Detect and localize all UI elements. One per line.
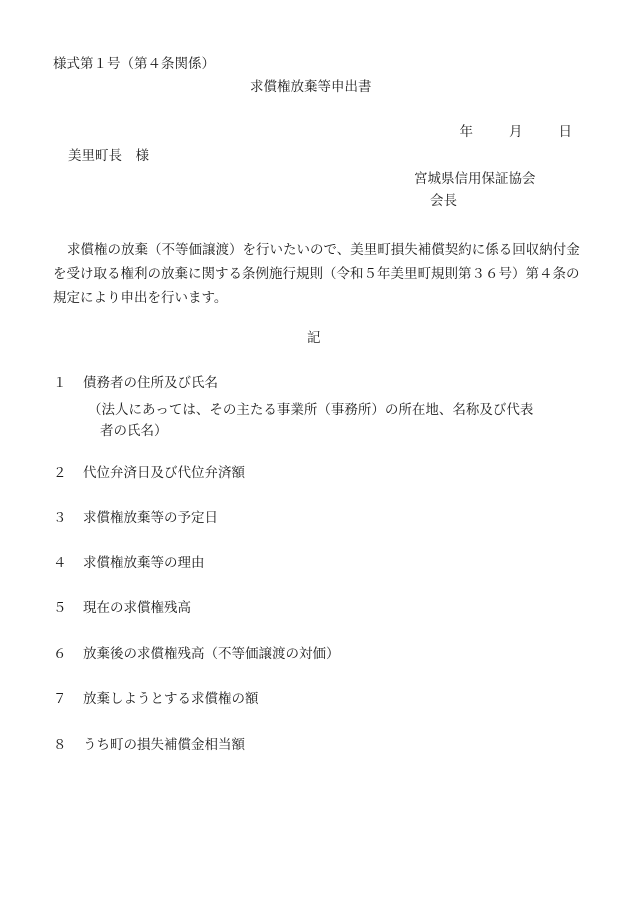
item-label: 現在の求償権残高 bbox=[83, 600, 191, 616]
sender-organization: 宮城県信用保証協会 bbox=[414, 171, 536, 187]
date-day-label: 日 bbox=[558, 124, 572, 140]
list-item bbox=[53, 648, 340, 662]
item-number: １ bbox=[53, 375, 67, 391]
document-title: 求償権放棄等申出書 bbox=[250, 79, 372, 95]
list-item bbox=[53, 467, 245, 481]
item-number: ８ bbox=[53, 737, 67, 753]
item-number: ７ bbox=[53, 691, 67, 707]
addressee: 美里町長 様 bbox=[68, 148, 149, 164]
item-label: 代位弁済日及び代位弁済額 bbox=[83, 465, 245, 481]
item-number: ４ bbox=[53, 555, 67, 571]
item-label: 債務者の住所及び氏名 bbox=[83, 375, 218, 391]
list-item bbox=[53, 512, 218, 526]
item-note bbox=[88, 400, 580, 442]
item-label: 放棄しようとする求償権の額 bbox=[83, 691, 259, 707]
item-number: ６ bbox=[53, 646, 67, 662]
date-year-label: 年 bbox=[459, 124, 473, 140]
item-label: 求償権放棄等の予定日 bbox=[83, 510, 218, 526]
item-number: ３ bbox=[53, 510, 67, 526]
item-label: 求償権放棄等の理由 bbox=[83, 555, 205, 571]
list-item bbox=[53, 739, 245, 753]
form-number: 様式第１号（第４条関係） bbox=[53, 56, 215, 72]
date-month-label: 月 bbox=[509, 124, 523, 140]
ki-heading: 記 bbox=[307, 330, 321, 346]
list-item bbox=[53, 557, 205, 571]
sender-title: 会長 bbox=[430, 193, 457, 209]
item-label: 放棄後の求償権残高（不等価譲渡の対価） bbox=[83, 646, 340, 662]
item-note-line: 者の氏名） bbox=[100, 423, 168, 439]
date-line bbox=[460, 126, 573, 140]
item-label: うち町の損失補償金相当額 bbox=[83, 737, 245, 753]
list-item bbox=[53, 602, 191, 616]
list-item bbox=[53, 377, 218, 391]
body-paragraph: 求償権の放棄（不等価譲渡）を行いたいので、美里町損失補償契約に係る回収納付金を受け取る権利の放棄に関する条例施行規則（令和５年美里町規則第３６号）第４条の規定により申出を行います。 bbox=[53, 242, 580, 306]
item-number: ２ bbox=[53, 465, 67, 481]
item-number: ５ bbox=[53, 600, 67, 616]
item-note-line: （法人にあっては、その主たる事業所（事務所）の所在地、名称及び代表 bbox=[88, 402, 534, 418]
list-item bbox=[53, 693, 259, 707]
